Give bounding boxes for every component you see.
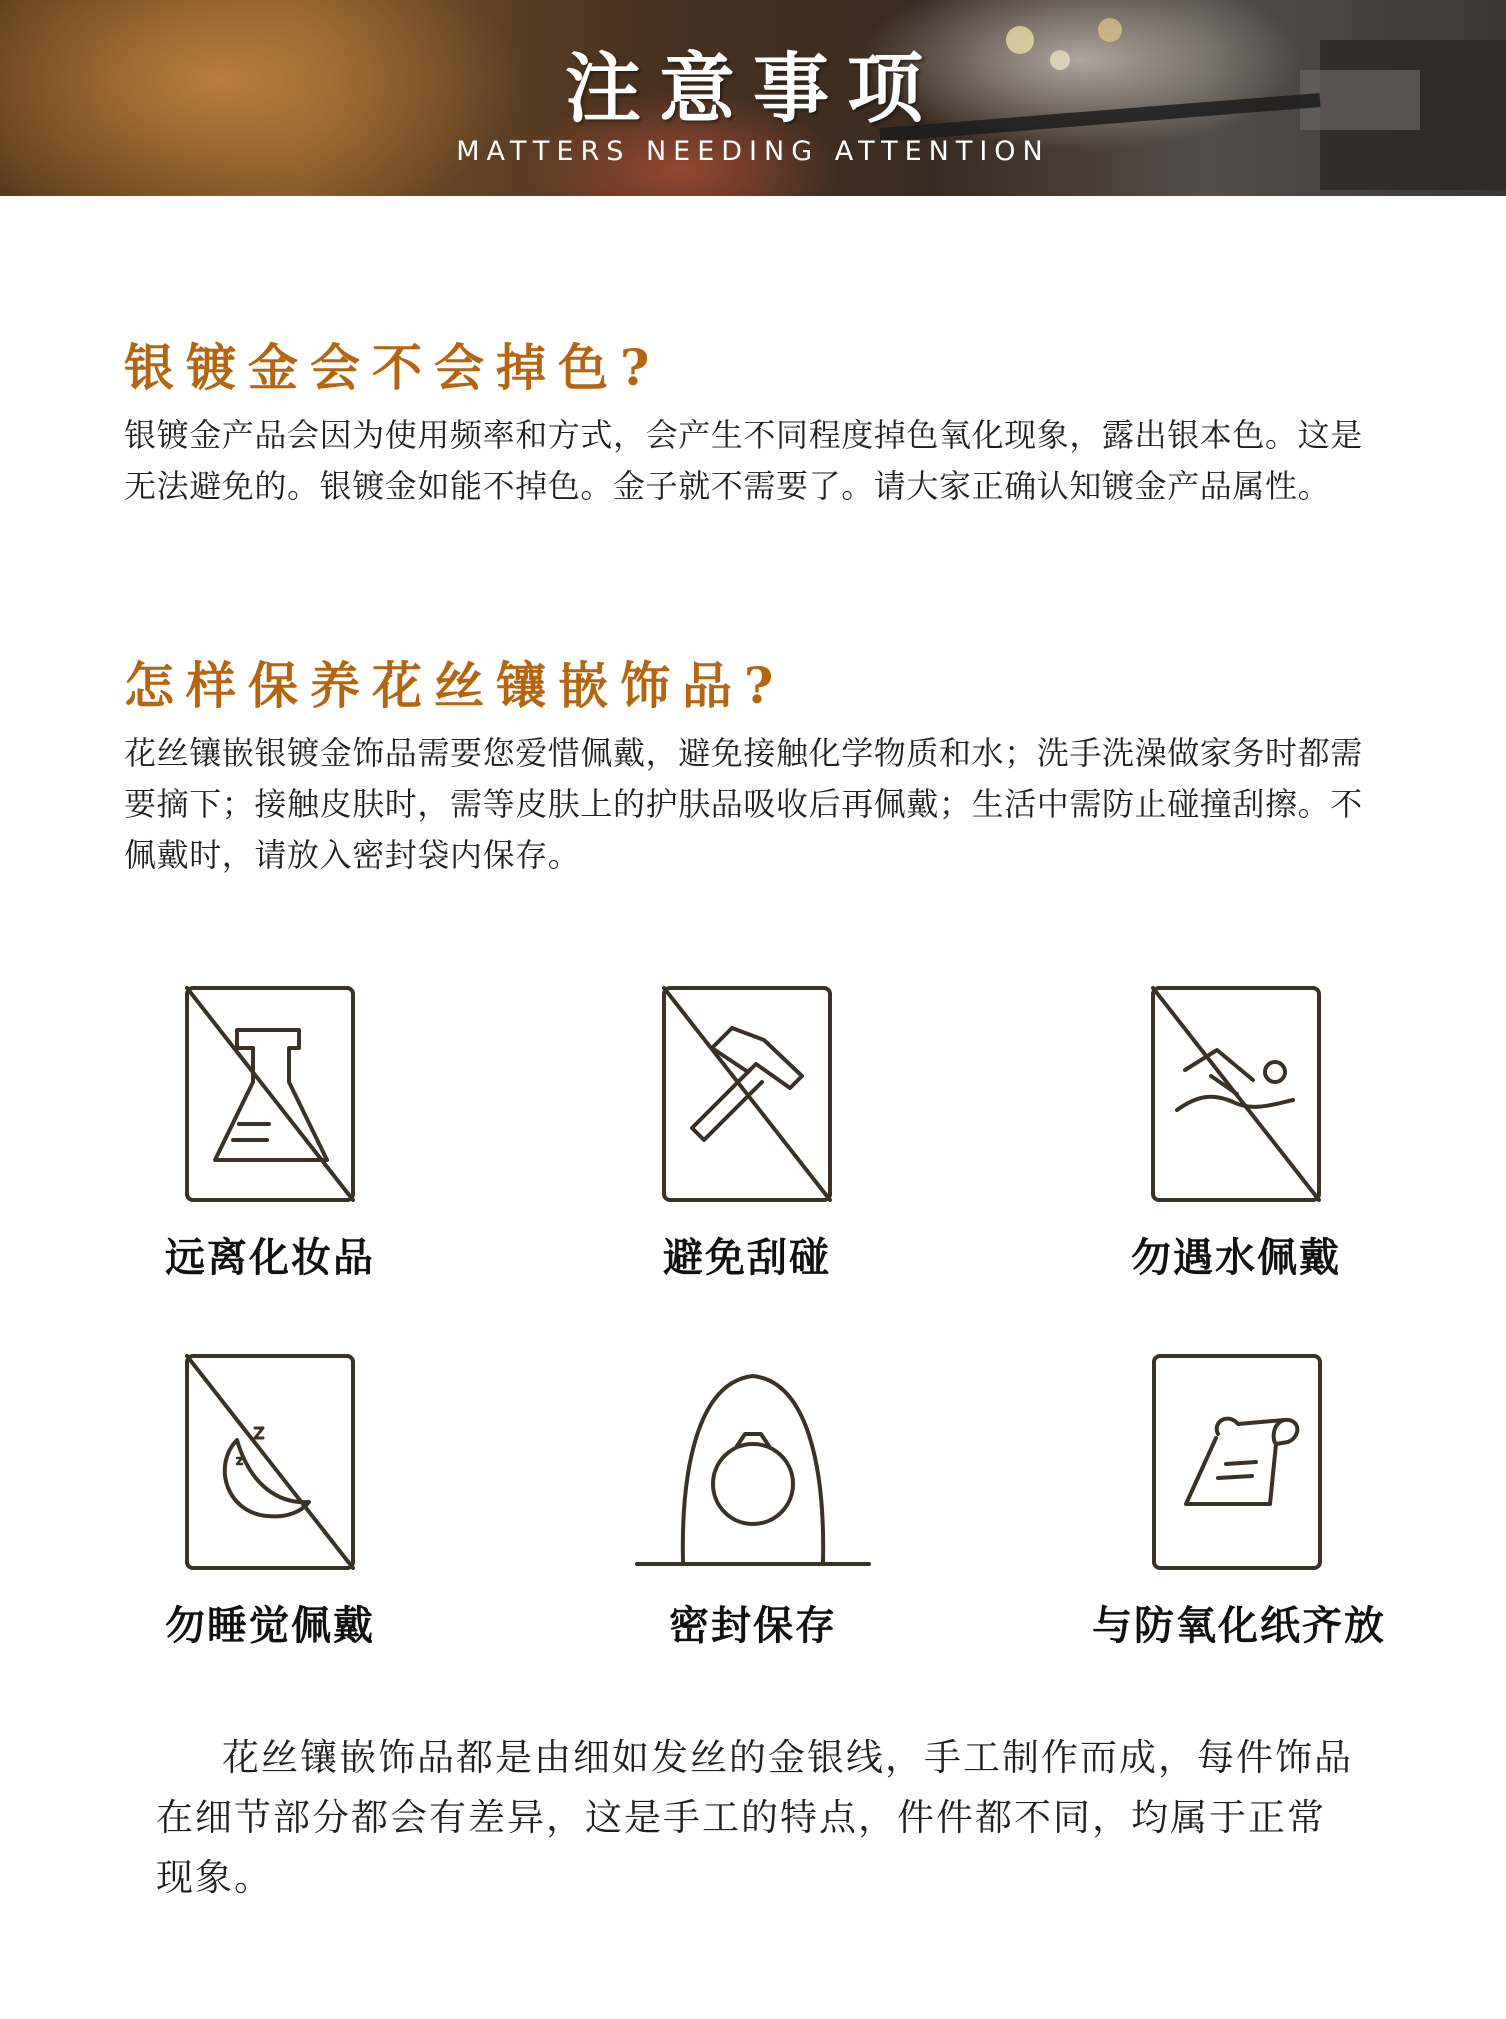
no-sleeping-moon-icon [175, 1352, 365, 1572]
care-item-avoid-scratches [597, 984, 897, 1283]
icon-label: 远离化妆品 [165, 1235, 375, 1281]
no-hammer-icon [652, 984, 842, 1204]
sealed-ring-storage-icon [633, 1352, 873, 1572]
section-heading: 怎样保养花丝镶嵌饰品? [124, 656, 786, 715]
care-item-no-water [1086, 984, 1386, 1283]
section-body: 花丝镶嵌银镀金饰品需要您爱惜佩戴，避免接触化学物质和水；洗手洗澡做家务时都需要摘下；接触皮肤时，需等皮肤上的护肤品吸收后再佩戴；生活中需防止碰撞刮擦。不佩戴时，请放入密封袋内保存。 [124, 734, 1363, 874]
header-banner [0, 0, 1506, 196]
page-subtitle: MATTERS NEEDING ATTENTION [456, 136, 1050, 167]
icon-label: 避免刮碰 [663, 1235, 831, 1281]
care-item-sealed-storage [603, 1352, 903, 1651]
anti-oxidation-paper-icon [1144, 1352, 1334, 1572]
icon-label: 勿睡觉佩戴 [165, 1603, 375, 1649]
no-chemical-flask-icon [175, 984, 365, 1204]
care-item-no-cosmetics [120, 984, 420, 1283]
section-heading: 银镀金会不会掉色? [124, 338, 662, 397]
no-swimming-icon [1141, 984, 1331, 1204]
section-care-instructions [124, 654, 1364, 881]
page-title: 注意事项 [565, 44, 941, 133]
icon-label: 密封保存 [669, 1603, 837, 1649]
care-item-no-sleeping [120, 1352, 420, 1651]
handmade-note: 花丝镶嵌饰品都是由细如发丝的金银线，手工制作而成，每件饰品在细节部分都会有差异，这是手工的特点，件件都不同，均属于正常现象。 [156, 1736, 1353, 1899]
icon-label: 与防氧化纸齐放 [1092, 1603, 1386, 1649]
section-gold-plating-fading [124, 336, 1364, 512]
section-body: 银镀金产品会因为使用频率和方式，会产生不同程度掉色氧化现象，露出银本色。这是无法避免的。银镀金如能不掉色。金子就不需要了。请大家正确认知镀金产品属性。 [124, 416, 1363, 505]
icon-label: 勿遇水佩戴 [1131, 1235, 1341, 1281]
care-item-anti-oxidation-paper [1089, 1352, 1389, 1651]
